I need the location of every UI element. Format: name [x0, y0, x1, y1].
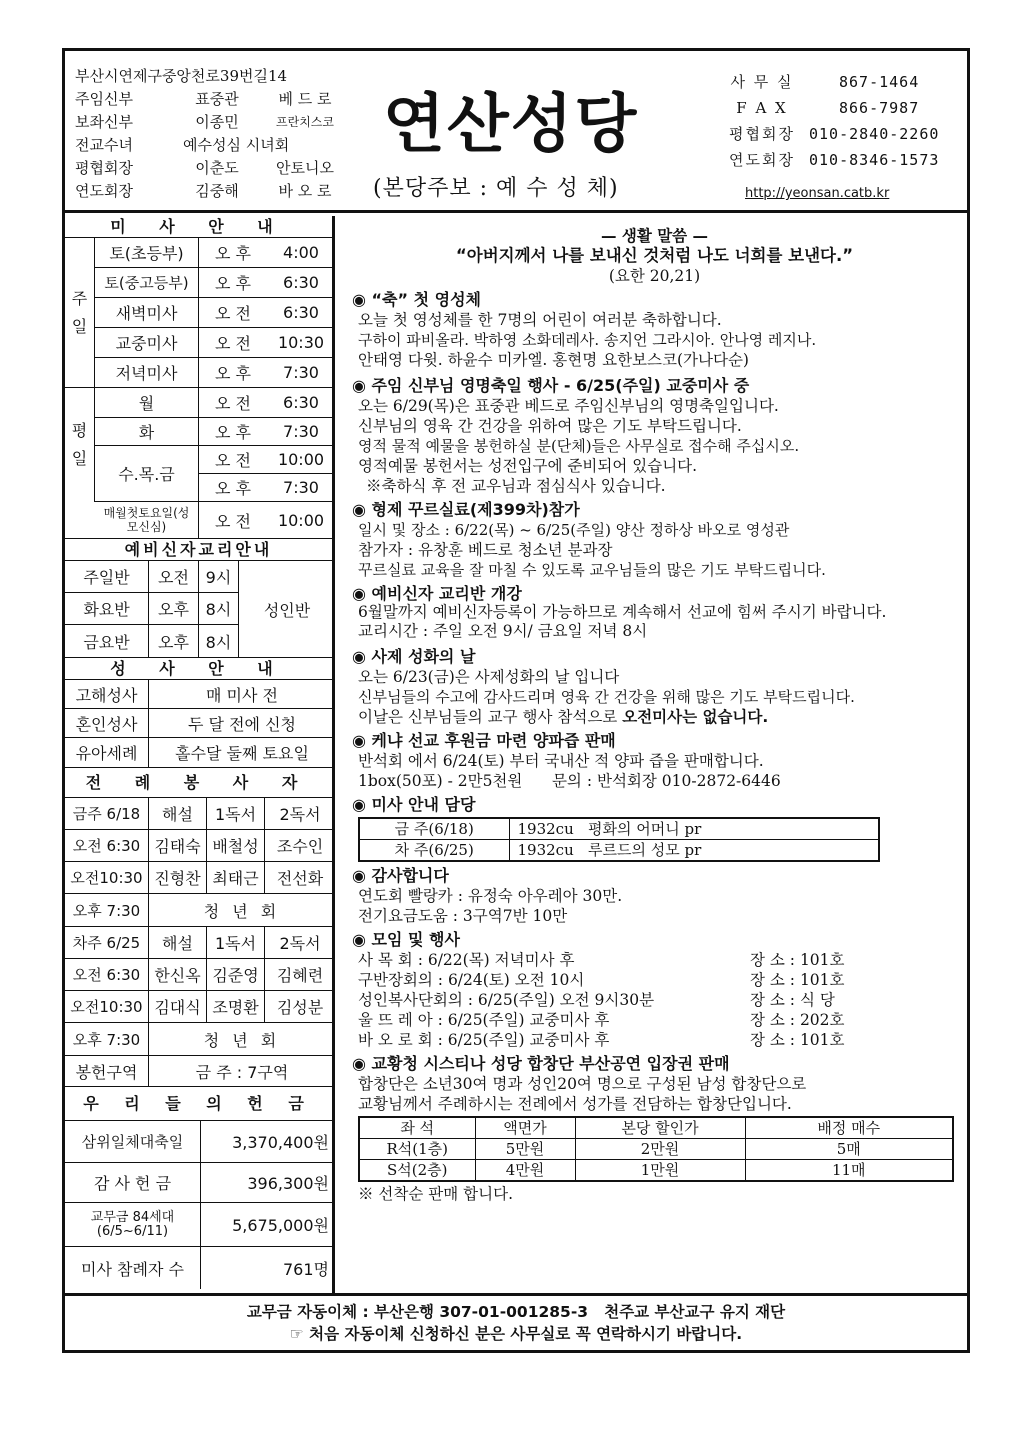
feast-day-heading: ◉ 주임 신부님 영명축일 행사 - 6/25(주일) 교중미사 중 — [352, 376, 750, 395]
list-item — [358, 950, 957, 970]
table-row — [359, 1160, 953, 1182]
donation-name: 삼위일체대축일 — [65, 1121, 201, 1163]
mass-time: 4:00 — [267, 238, 335, 268]
mass-ampm: 오 전 — [199, 446, 267, 474]
parish-address: 부산시연제구중앙천로39번길14 — [75, 67, 288, 85]
staff-name: 이종민 — [195, 113, 239, 131]
mass-time: 6:30 — [267, 298, 335, 328]
mass-ampm: 오 전 — [215, 511, 251, 531]
liturgy-person: 전선화 — [265, 862, 335, 894]
notice-line-part: 이날은 신부님들의 교구 행사 참석으로 — [358, 708, 623, 726]
sacrament-name: 고해성사 — [65, 680, 149, 709]
contact-info — [715, 69, 969, 201]
table-row — [359, 1139, 953, 1160]
parish-info — [75, 65, 345, 203]
meetings-list — [352, 950, 957, 1050]
sacrament-name: 혼인성사 — [65, 709, 149, 738]
sacrament-value: 매 미사 전 — [149, 680, 335, 709]
left-column — [65, 216, 335, 1293]
meeting-where: 장 소 : 101호 — [750, 951, 845, 969]
catechumen-table — [65, 561, 332, 658]
ticket-cell: 2만원 — [575, 1139, 745, 1160]
meeting-where: 장 소 : 101호 — [750, 1031, 845, 1049]
notice-line: 신부님들의 수고에 감사드리며 영육 간 건강을 위해 많은 기도 부탁드립니다. — [358, 688, 855, 706]
feast-day-text — [352, 396, 957, 496]
mass-time: 6:30 — [267, 388, 335, 418]
bulletin-footer — [65, 1293, 967, 1350]
liturgy-time: 오전 6:30 — [65, 830, 149, 862]
staff-name: 김중해 — [195, 182, 239, 200]
donation-name: 감 사 헌 금 — [65, 1163, 201, 1203]
table-row — [359, 818, 879, 840]
liturgy-time: 오전10:30 — [65, 862, 149, 894]
thanks-text — [352, 886, 957, 926]
liturgy-person: 조명환 — [207, 991, 265, 1023]
mass-ampm: 오 전 — [199, 298, 267, 328]
liturgy-head: 2독서 — [265, 927, 335, 959]
table-row — [359, 840, 879, 862]
notice-line: 일시 및 장소 : 6/22(목) ~ 6/25(주일) 양산 정하상 바오로 영성관 — [358, 521, 790, 539]
offering-district-value: 금 주 : 7구역 — [195, 1062, 289, 1082]
staff-row — [75, 88, 345, 111]
class-ampm: 오후 — [149, 625, 199, 657]
mass-name: 저녁미사 — [95, 358, 199, 388]
mass-ampm: 오 전 — [199, 328, 267, 358]
staff-role: 평협회장 — [75, 159, 133, 177]
contact-row — [715, 95, 969, 121]
mass-name: 토(초등부) — [95, 238, 199, 268]
notice-line: 영적 물적 예물을 봉헌하실 분(단체)들은 사무실로 접수해 주십시오. — [358, 437, 800, 455]
mass-name: 화 — [95, 418, 199, 446]
auto-transfer-account: 교무금 자동이체 : 부산은행 307-01-001285-3 천주교 부산교구 유지 재단 — [246, 1303, 786, 1321]
mass-ampm: 오 후 — [199, 358, 267, 388]
contact-value: 866-7987 — [839, 99, 920, 117]
list-item — [358, 970, 957, 990]
mass-time: 10:00 — [277, 510, 325, 530]
contact-label: F A X — [736, 99, 788, 117]
sistine-choir-heading: ◉ 교황청 시스티나 성당 합창단 부산공연 입장권 판매 — [352, 1054, 730, 1073]
sacrament-value: 두 달 전에 신청 — [149, 709, 335, 738]
staff-baptismal: 바 오 로 — [278, 182, 332, 200]
ticket-cell: 5만원 — [475, 1139, 575, 1160]
liturgy-person: 조수인 — [265, 830, 335, 862]
class-day: 주일반 — [65, 561, 149, 593]
mass-guide-group: 1932cu 평화의 어머니 pr — [509, 818, 879, 840]
staff-row — [75, 134, 345, 157]
notice-line: 오는 6/29(목)은 표중관 베드로 주임신부님의 영명축일입니다. — [358, 397, 779, 415]
website-link[interactable]: http://yeonsan.catb.kr — [745, 186, 890, 201]
staff-role: 전교수녀 — [75, 136, 133, 154]
class-time: 8시 — [199, 625, 239, 657]
staff-name: 예수성심 시녀회 — [183, 136, 290, 154]
mass-guide-week: 금 주(6/18) — [359, 818, 509, 840]
contact-label: 사 무 실 — [730, 73, 794, 91]
onion-juice-sale-heading: ◉ 케냐 선교 후원금 마련 양파즙 판매 — [352, 731, 616, 750]
notice-line: 전기요금도움 : 3구역7반 10만 — [358, 907, 568, 925]
notice-line: 교리시간 : 주일 오전 9시/ 금요일 저녁 8시 — [358, 622, 648, 640]
mass-name: 수.목.금 — [95, 446, 199, 502]
staff-role: 연도회장 — [75, 182, 133, 200]
class-day: 화요반 — [65, 593, 149, 625]
mass-schedule-table — [65, 238, 332, 539]
notice-line: 반석회 에서 6/24(토) 부터 국내산 적 양파 즙을 판매합니다. — [358, 752, 764, 770]
notice-line: 꾸르실료 교육을 잘 마칠 수 있도록 교우님들의 많은 기도 부탁드립니다. — [358, 561, 826, 579]
mass-time: 10:30 — [267, 328, 335, 358]
class-time: 9시 — [199, 561, 239, 593]
mass-time: 6:30 — [267, 268, 335, 298]
meeting-where: 장 소 : 식 당 — [750, 991, 835, 1009]
cursillo-heading: ◉ 형제 꾸르실료(제399차)참가 — [352, 500, 580, 519]
class-ampm: 오전 — [149, 561, 199, 593]
word-of-life-title: — 생활 말씀 — — [600, 227, 709, 245]
sacrament-name: 유아세례 — [65, 738, 149, 767]
contact-row — [715, 147, 969, 173]
mass-name: 월 — [95, 388, 199, 418]
donation-value: 3,370,400원 — [201, 1121, 335, 1163]
list-item — [358, 990, 957, 1010]
list-item — [358, 1010, 957, 1030]
liturgy-head: 1독서 — [207, 798, 265, 830]
mass-schedule-heading: 미 사 안 내 — [65, 216, 332, 238]
priest-sanctification-text — [352, 667, 957, 727]
staff-name: 이춘도 — [195, 159, 239, 177]
ticket-head: 액면가 — [475, 1117, 575, 1139]
notice-line: 신부님의 영육 간 건강을 위하여 많은 기도 부탁드립니다. — [358, 417, 742, 435]
mass-ampm: 오 후 — [199, 418, 267, 446]
meeting-where: 장 소 : 202호 — [750, 1011, 845, 1029]
liturgy-person: 김성분 — [265, 991, 335, 1023]
notice-line: 연도회 빨랑카 : 유정숙 아우레아 30만. — [358, 887, 623, 905]
liturgy-head: 2독서 — [265, 798, 335, 830]
list-item — [358, 1030, 957, 1050]
notice-line: 오늘 첫 영성체를 한 7명의 어린이 여러분 축하합니다. — [358, 311, 722, 329]
staff-baptismal: 프란치스코 — [276, 115, 334, 129]
liturgy-person: 김태숙 — [149, 830, 207, 862]
liturgy-person: 김혜련 — [265, 959, 335, 991]
contact-label: 연도회장 — [729, 151, 795, 169]
liturgy-head: 차주 6/25 — [65, 927, 149, 959]
meeting-when: 성인복사단회의 : 6/25(주일) 오전 9시30분 — [358, 991, 655, 1009]
notice-line: 구하이 파비올라. 박하영 소화데레사. 송지언 그라시아. 안나영 레지나. — [358, 331, 817, 349]
liturgy-time: 오전10:30 — [65, 991, 149, 1023]
ticket-cell: 11매 — [745, 1160, 953, 1182]
contact-value: 010-8346-1573 — [809, 151, 940, 169]
liturgy-head: 해설 — [149, 798, 207, 830]
mass-ampm: 오 후 — [199, 238, 267, 268]
liturgy-person: 진형찬 — [149, 862, 207, 894]
onion-juice-sale-text — [352, 751, 957, 791]
contact-row — [715, 69, 969, 95]
word-of-life-quote: “아버지께서 나를 보내신 것처럼 나도 너희를 보낸다.” — [455, 246, 854, 265]
ticket-head: 배정 매수 — [745, 1117, 953, 1139]
mass-time: 7:30 — [267, 474, 335, 502]
auto-transfer-notice: ☞ 처음 자동이체 신청하신 분은 사무실로 꼭 연락하시기 바랍니다. — [289, 1325, 743, 1343]
donation-name: 교무금 84세대 (6/5~6/11) — [65, 1203, 201, 1247]
page-title: 연산성당 — [383, 88, 639, 162]
notice-line: 안태영 다윗. 하윤수 미카엘. 홍현명 요한보스코(가나다순) — [358, 351, 749, 369]
mass-guide-group: 1932cu 루르드의 성모 pr — [509, 840, 879, 862]
liturgy-person: 배철성 — [207, 830, 265, 862]
cursillo-text — [352, 520, 957, 580]
donation-table — [65, 1121, 332, 1289]
contact-row — [715, 121, 969, 147]
ticket-cell: S석(2층) — [359, 1160, 475, 1182]
donation-name: 미사 참례자 수 — [65, 1247, 201, 1289]
meeting-when: 울 뜨 레 아 : 6/25(주일) 교중미사 후 — [358, 1011, 610, 1029]
mass-time: 10:00 — [267, 446, 335, 474]
liturgy-head: 1독서 — [207, 927, 265, 959]
notice-line: 합창단은 소년30여 명과 성인20여 명으로 구성된 남성 합창단으로 — [358, 1075, 807, 1093]
sacrament-table — [65, 680, 332, 768]
contact-value: 010-2840-2260 — [809, 125, 940, 143]
adult-class-label: 성인반 — [263, 600, 311, 620]
notice-line: 참가자 : 유창훈 베드로 청소년 분과장 — [358, 541, 613, 559]
donation-value: 761명 — [283, 1259, 329, 1279]
liturgy-head: 해설 — [149, 927, 207, 959]
weekday-label: 평일 — [65, 388, 95, 502]
ticket-cell: 4만원 — [475, 1160, 575, 1182]
notice-line: 영적예물 봉헌서는 성전입구에 준비되어 있습니다. — [358, 457, 698, 475]
staff-name: 표중관 — [195, 90, 239, 108]
mass-guide-heading: ◉ 미사 안내 담당 — [352, 795, 476, 814]
staff-role: 주임신부 — [75, 90, 133, 108]
liturgy-this-week-table — [65, 798, 332, 927]
ticket-head: 좌 석 — [359, 1117, 475, 1139]
meeting-when: 사 목 회 : 6/22(목) 저녁미사 후 — [358, 951, 575, 969]
staff-baptismal: 안토니오 — [276, 159, 334, 177]
ticket-head: 본당 할인가 — [575, 1117, 745, 1139]
class-ampm: 오후 — [149, 593, 199, 625]
notice-line: 오는 6/23(금)은 사제성화의 날 입니다 — [358, 668, 620, 686]
liturgy-person: 김대식 — [149, 991, 207, 1023]
liturgy-person: 김준영 — [207, 959, 265, 991]
contact-value: 867-1464 — [839, 73, 920, 91]
staff-baptismal: 베 드 로 — [278, 90, 332, 108]
liturgy-person: 최태근 — [207, 862, 265, 894]
right-column — [338, 216, 967, 1293]
staff-row — [75, 157, 345, 180]
first-communion-heading: ◉ “축” 첫 영성체 — [352, 290, 481, 309]
catechumen-class-text — [352, 604, 957, 641]
notice-line: 6월말까지 예비신자등록이 가능하므로 계속해서 선교에 힘써 주시기 바랍니다. — [358, 603, 887, 621]
notice-line: 1box(50포) - 2만5천원 문의 : 반석회장 010-2872-6446 — [358, 772, 781, 790]
mass-name: 새벽미사 — [95, 298, 199, 328]
mass-name: 교중미사 — [95, 328, 199, 358]
sunday-label: 주일 — [65, 238, 95, 388]
catechumen-class-heading: ◉ 예비신자 교리반 개강 — [352, 584, 522, 603]
mass-name: 토(중고등부) — [95, 268, 199, 298]
offering-district-label: 봉헌구역 — [65, 1056, 149, 1086]
mass-name: 매월첫토요일(성모신심) — [95, 502, 199, 538]
table-row — [359, 1117, 953, 1139]
meetings-heading: ◉ 모임 및 행사 — [352, 930, 460, 949]
donation-value: 396,300원 — [201, 1163, 335, 1203]
sacrament-heading: 성 사 안 내 — [65, 658, 332, 680]
ticket-note: ※ 선착순 판매 합니다. — [358, 1185, 513, 1203]
bulletin-frame — [62, 48, 970, 1353]
liturgy-person: 한신옥 — [149, 959, 207, 991]
bulletin-header — [65, 51, 967, 213]
mass-time: 7:30 — [267, 418, 335, 446]
no-morning-mass-notice: 오전미사는 없습니다. — [622, 708, 769, 726]
staff-row — [75, 180, 345, 203]
sistine-choir-text — [352, 1074, 957, 1114]
notice-line: 교황님께서 주례하시는 전례에서 성가를 전담하는 합창단입니다. — [358, 1095, 792, 1113]
thanks-heading: ◉ 감사합니다 — [352, 866, 449, 885]
liturgy-group: 청 년 회 — [203, 901, 281, 921]
liturgy-time: 오전 6:30 — [65, 959, 149, 991]
ticket-cell: 5매 — [745, 1139, 953, 1160]
mass-ampm: 오 후 — [199, 474, 267, 502]
mass-ampm: 오 전 — [199, 388, 267, 418]
liturgy-group: 청 년 회 — [203, 1030, 281, 1050]
notice-line — [358, 707, 957, 727]
page-subtitle: (본당주보 : 예 수 성 체) — [373, 176, 619, 201]
priest-sanctification-heading: ◉ 사제 성화의 날 — [352, 647, 476, 666]
ticket-cell: 1만원 — [575, 1160, 745, 1182]
liturgy-next-week-table — [65, 927, 332, 1056]
catechumen-heading: 예비신자교리안내 — [65, 539, 332, 561]
mass-ampm: 오 후 — [199, 268, 267, 298]
mass-time: 7:30 — [267, 358, 335, 388]
first-communion-text — [352, 310, 957, 370]
class-day: 금요반 — [65, 625, 149, 657]
staff-role: 보좌신부 — [75, 113, 133, 131]
liturgy-heading: 전 례 봉 사 자 — [65, 768, 332, 798]
mass-guide-week: 차 주(6/25) — [359, 840, 509, 862]
notice-line: ※축하식 후 전 교우님과 점심식사 있습니다. — [366, 477, 666, 495]
mass-guide-table — [358, 817, 880, 862]
ticket-table — [358, 1116, 954, 1182]
ticket-cell: R석(1층) — [359, 1139, 475, 1160]
meeting-where: 장 소 : 101호 — [750, 971, 845, 989]
class-time: 8시 — [199, 593, 239, 625]
sacrament-value: 홀수달 둘째 토요일 — [175, 744, 309, 763]
liturgy-time: 오후 7:30 — [65, 1023, 149, 1055]
offering-district-row — [65, 1056, 332, 1087]
staff-row — [75, 111, 345, 134]
contact-label: 평협회장 — [729, 125, 795, 143]
word-of-life-reference: (요한 20,21) — [608, 267, 701, 285]
donation-value: 5,675,000원 — [201, 1203, 335, 1247]
liturgy-time: 오후 7:30 — [65, 894, 149, 926]
meeting-when: 바 오 로 회 : 6/25(주일) 교중미사 후 — [358, 1031, 610, 1049]
donation-heading: 우 리 들 의 헌 금 — [65, 1087, 332, 1121]
liturgy-head: 금주 6/18 — [65, 798, 149, 830]
meeting-when: 구반장회의 : 6/24(토) 오전 10시 — [358, 971, 585, 989]
